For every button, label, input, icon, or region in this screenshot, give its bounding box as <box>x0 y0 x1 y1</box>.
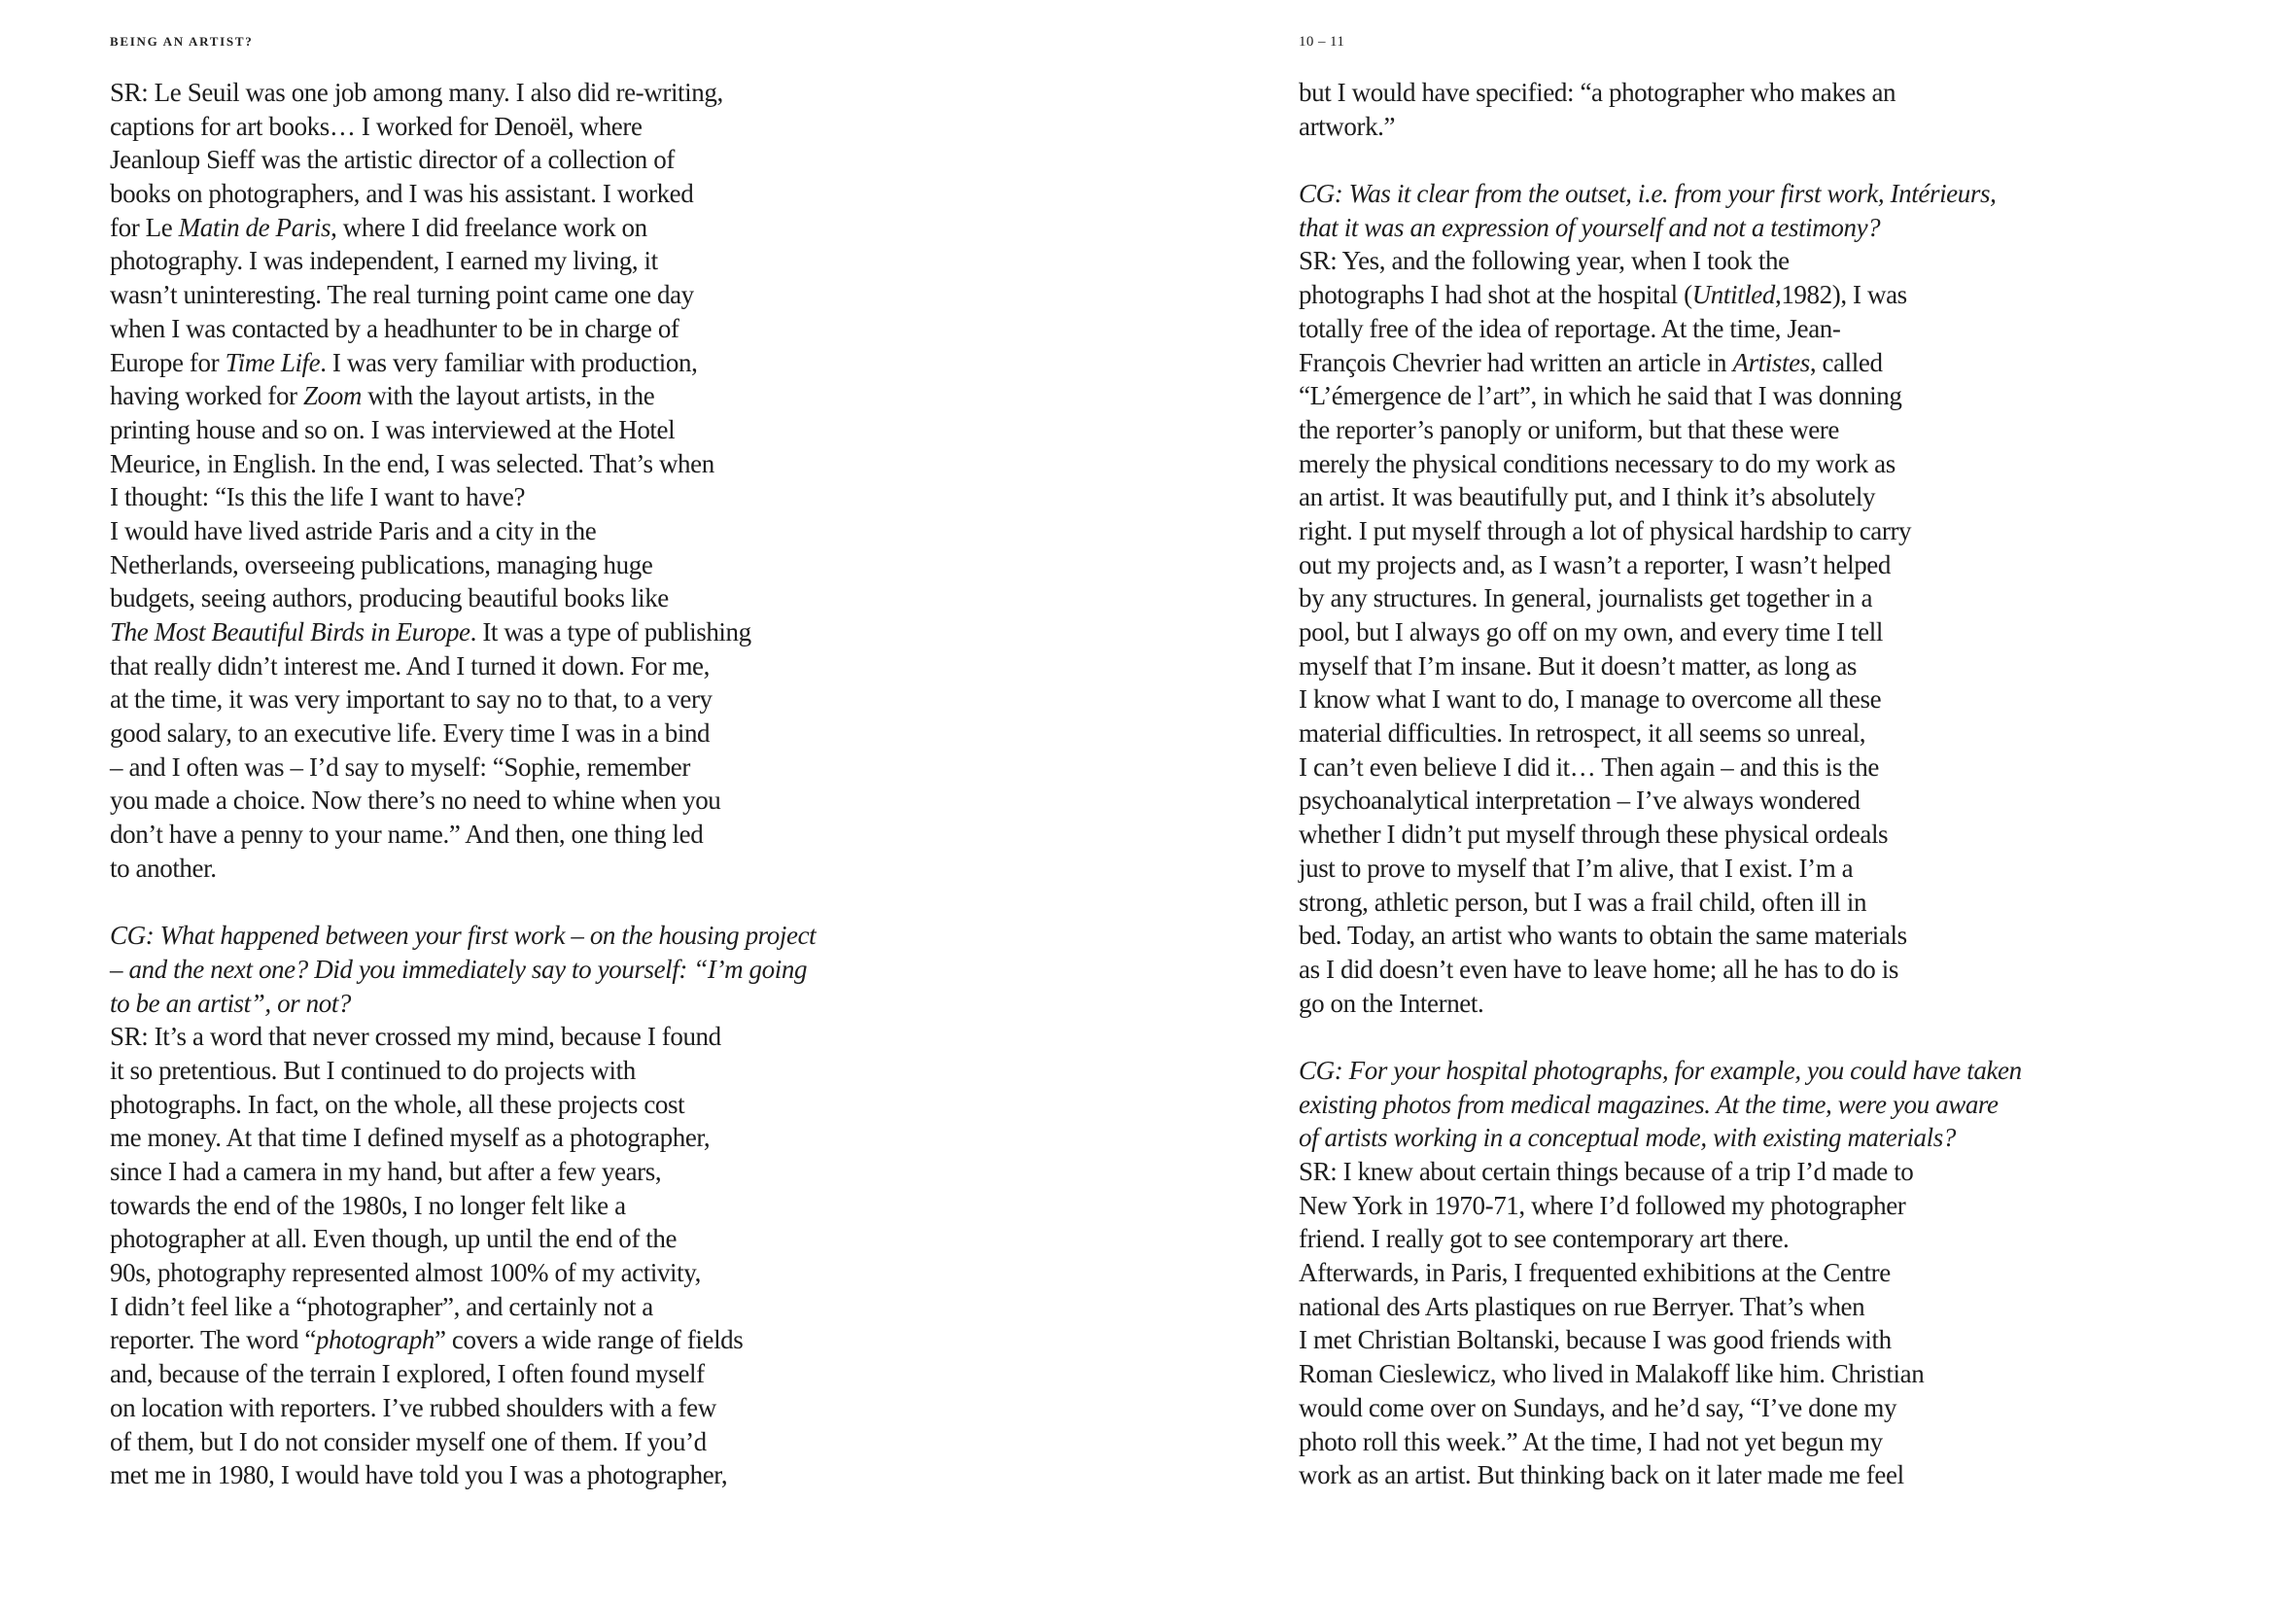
text-line: just to prove to myself that I’m alive, that I exist. I’m a <box>1299 853 1854 883</box>
italic-title: The Most Beautiful Birds in Europe <box>110 617 470 646</box>
text-line: good salary, to an executive life. Every time I was in a bind <box>110 718 711 749</box>
text-line: Roman Cieslewicz, who lived in Malakoff like him. Christian <box>1299 1359 1925 1389</box>
text-line: material difficulties. In retrospect, it all seems so unreal, <box>1299 718 1866 749</box>
running-header-left <box>110 33 253 51</box>
text-line: go on the Internet. <box>1299 988 1484 1018</box>
text-line: myself that I’m insane. But it doesn’t matter, as long as <box>1299 650 1858 681</box>
interview-answer <box>1299 76 2057 143</box>
text-line: photographs I had shot at the hospital (Untitled,1982), I was <box>1299 280 1907 310</box>
interview-question <box>1299 1054 2057 1155</box>
text-line: I can’t even believe I did it… Then again – and this is the <box>1299 751 1879 782</box>
interview-answer <box>1299 244 2057 1020</box>
text-line: – and I often was – I’d say to myself: “Sophie, remember <box>110 751 690 782</box>
text-line: wasn’t uninteresting. The real turning point came one day <box>110 280 694 310</box>
text-line: of them, but I do not consider myself one of them. If you’d <box>110 1426 707 1456</box>
text-line: CG: What happened between your first work – on the housing project <box>110 921 817 951</box>
italic-title: Zoom <box>303 381 362 411</box>
text-line: for Le Matin de Paris, where I did freelance work on <box>110 212 647 242</box>
text-line: artwork.” <box>1299 111 1396 141</box>
text-line: existing photos from medical magazines. At the time, were you aware <box>1299 1089 1999 1119</box>
interview-answer <box>110 76 868 886</box>
text-line: on location with reporters. I’ve rubbed shoulders with a few <box>110 1392 716 1422</box>
text-line: it so pretentious. But I continued to do projects with <box>110 1055 636 1085</box>
text-line: Jeanloup Sieff was the artistic director of a collection of <box>110 145 675 175</box>
text-line: towards the end of the 1980s, I no longer felt like a <box>110 1190 626 1220</box>
text-line: right. I put myself through a lot of physical hardship to carry <box>1299 515 1912 545</box>
text-line: totally free of the idea of reportage. At the time, Jean- <box>1299 313 1841 343</box>
text-line: to another. <box>110 853 217 883</box>
text-line: CG: For your hospital photographs, for example, you could have taken <box>1299 1055 2022 1085</box>
text-line: friend. I really got to see contemporary art there. <box>1299 1224 1790 1254</box>
text-line: but I would have specified: “a photographer who makes an <box>1299 78 1896 107</box>
running-title: BEING AN ARTIST? <box>110 34 254 49</box>
text-line: pool, but I always go off on my own, and every time I tell <box>1299 617 1883 646</box>
text-line: of artists working in a conceptual mode, with existing materials? <box>1299 1123 1956 1153</box>
right-page-text-column <box>1299 76 2057 1492</box>
italic-title: Time Life <box>225 347 321 377</box>
interview-question <box>1299 177 2057 244</box>
text-line: Europe for Time Life. I was very familiar with production, <box>110 347 698 377</box>
text-line: to be an artist”, or not? <box>110 988 352 1018</box>
interview-question <box>110 919 868 1020</box>
text-line: photography. I was independent, I earned my living, it <box>110 246 658 276</box>
text-line: New York in 1970-71, where I’d followed my photographer <box>1299 1190 1906 1220</box>
page-numbers: 10 – 11 <box>1299 34 1345 50</box>
text-line: 90s, photography represented almost 100% of my activity, <box>110 1258 701 1288</box>
text-line: captions for art books… I worked for Denoël, where <box>110 111 643 141</box>
text-line: Meurice, in English. In the end, I was selected. That’s when <box>110 448 714 478</box>
text-line: the reporter’s panoply or uniform, but that these were <box>1299 414 1839 444</box>
text-line: would come over on Sundays, and he’d say, “I’ve done my <box>1299 1392 1897 1422</box>
text-line: as I did doesn’t even have to leave home; all he has to do is <box>1299 954 1898 984</box>
text-line: budgets, seeing authors, producing beautiful books like <box>110 583 669 613</box>
text-line: photographer at all. Even though, up until the end of the <box>110 1224 678 1254</box>
text-line: when I was contacted by a headhunter to be in charge of <box>110 313 679 343</box>
text-line: at the time, it was very important to say no to that, to a very <box>110 684 713 715</box>
text-line: work as an artist. But thinking back on it later made me feel <box>1299 1460 1904 1490</box>
text-line: printing house and so on. I was interviewed at the Hotel <box>110 414 676 444</box>
text-line: I didn’t feel like a “photographer”, and certainly not a <box>110 1291 653 1321</box>
text-line: SR: I knew about certain things because of a trip I’d made to <box>1299 1157 1914 1186</box>
text-line: The Most Beautiful Birds in Europe. It was a type of publishing <box>110 617 751 646</box>
text-line: SR: Yes, and the following year, when I took the <box>1299 246 1790 276</box>
text-line: having worked for Zoom with the layout artists, in the <box>110 381 655 411</box>
italic-title: photograph <box>315 1325 435 1355</box>
text-line: “L’émergence de l’art”, in which he said that I was donning <box>1299 381 1902 411</box>
interview-answer <box>110 1020 868 1492</box>
text-line: SR: It’s a word that never crossed my mind, because I found <box>110 1022 721 1052</box>
text-line: national des Arts plastiques on rue Berryer. That’s when <box>1299 1291 1865 1321</box>
text-line: met me in 1980, I would have told you I was a photographer, <box>110 1460 728 1490</box>
text-line: Netherlands, overseeing publications, managing huge <box>110 549 653 579</box>
text-line: books on photographers, and I was his assistant. I worked <box>110 179 694 209</box>
text-line: I thought: “Is this the life I want to have? <box>110 482 526 512</box>
text-line: François Chevrier had written an article in Artistes, called <box>1299 347 1883 377</box>
text-line: strong, athletic person, but I was a frail child, often ill in <box>1299 887 1867 917</box>
text-line: I met Christian Boltanski, because I was good friends with <box>1299 1325 1892 1355</box>
italic-title: Artistes <box>1732 347 1810 377</box>
text-line: reporter. The word “photograph” covers a wide range of fields <box>110 1325 744 1355</box>
text-line: I know what I want to do, I manage to overcome all these <box>1299 684 1882 715</box>
text-line: whether I didn’t put myself through these physical ordeals <box>1299 820 1889 850</box>
running-header-right <box>1299 33 1344 51</box>
text-line: Afterwards, in Paris, I frequented exhibitions at the Centre <box>1299 1258 1891 1288</box>
text-line: out my projects and, as I wasn’t a reporter, I wasn’t helped <box>1299 549 1891 579</box>
text-line: me money. At that time I defined myself as a photographer, <box>110 1123 711 1153</box>
text-line: merely the physical conditions necessary to do my work as <box>1299 448 1896 478</box>
text-line: photographs. In fact, on the whole, all these projects cost <box>110 1089 685 1119</box>
text-line: photo roll this week.” At the time, I had not yet begun my <box>1299 1426 1883 1456</box>
text-line: since I had a camera in my hand, but after a few years, <box>110 1157 662 1186</box>
text-line: that really didn’t interest me. And I turned it down. For me, <box>110 650 710 681</box>
left-page-text-column <box>110 76 868 1492</box>
text-line: and, because of the terrain I explored, I often found myself <box>110 1359 705 1389</box>
text-line: that it was an expression of yourself and not a testimony? <box>1299 212 1881 242</box>
text-line: CG: Was it clear from the outset, i.e. from your first work, Intérieurs, <box>1299 179 1997 209</box>
text-line: bed. Today, an artist who wants to obtain the same materials <box>1299 921 1907 951</box>
text-line: I would have lived astride Paris and a city in the <box>110 515 597 545</box>
italic-title: Untitled <box>1691 280 1775 310</box>
text-line: don’t have a penny to your name.” And then, one thing led <box>110 820 704 850</box>
text-line: by any structures. In general, journalists get together in a <box>1299 583 1873 613</box>
text-line: you made a choice. Now there’s no need to whine when you <box>110 786 721 816</box>
text-line: psychoanalytical interpretation – I’ve always wondered <box>1299 786 1861 816</box>
text-line: – and the next one? Did you immediately say to yourself: “I’m going <box>110 954 808 984</box>
interview-answer <box>1299 1155 2057 1492</box>
text-line: an artist. It was beautifully put, and I think it’s absolutely <box>1299 482 1876 512</box>
italic-title: Matin de Paris <box>178 212 331 242</box>
text-line: SR: Le Seuil was one job among many. I also did re-writing, <box>110 78 723 107</box>
